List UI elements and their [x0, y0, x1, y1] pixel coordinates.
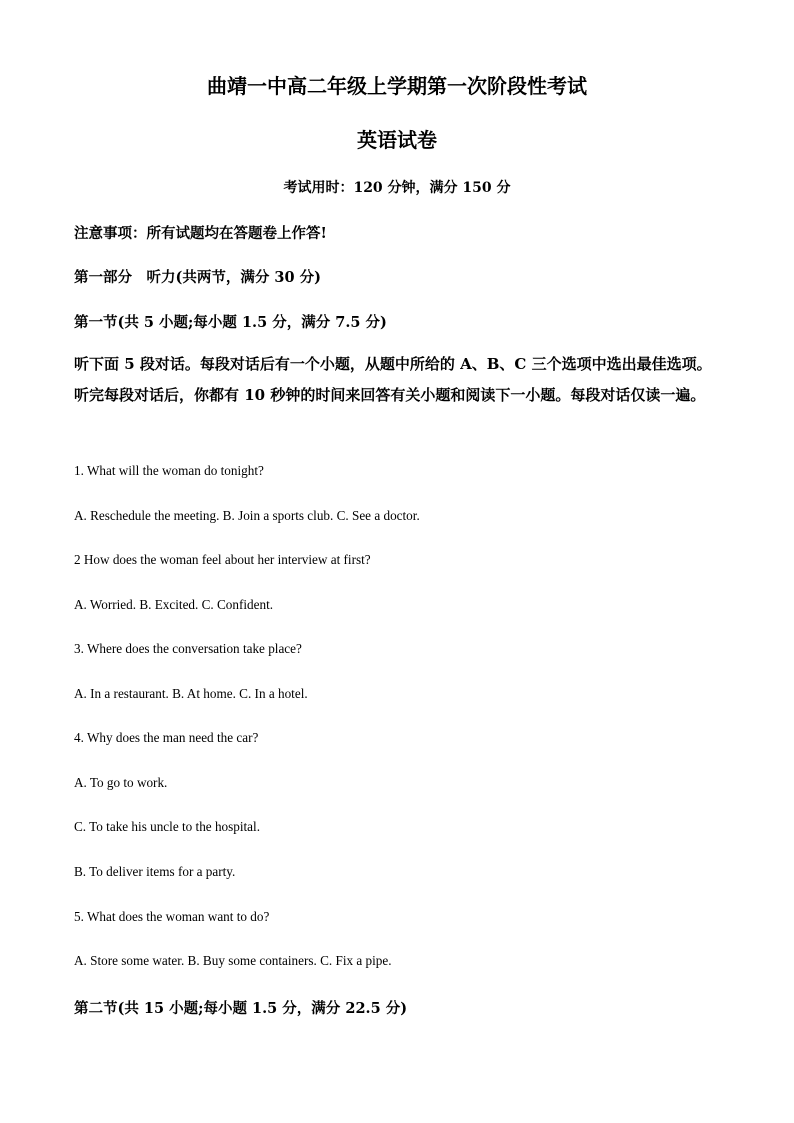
exam-title: 曲靖一中高二年级上学期第一次阶段性考试: [207, 74, 587, 98]
question-stem: 1. What will the woman do tonight?: [74, 463, 264, 478]
question-option: A. To go to work.: [74, 775, 168, 790]
exam-info: 考试用时：120 分钟，满分 150 分: [283, 180, 511, 196]
section-instructions: 听下面 5 段对话。每段对话后有一个小题，从题中所给的 A、B、C 三个选项中选出最佳选项。听完每段对话后，你都有 10 秒钟的时间来回答有关小题和阅读下一小题。每段对话仅读一遍。: [74, 355, 712, 404]
question-options: A. Store some water. B. Buy some containers. C. Fix a pipe.: [74, 953, 392, 968]
question-stem: 5. What does the woman want to do?: [74, 909, 270, 924]
subject-title: 英语试卷: [357, 128, 437, 152]
section-heading: 第一节(共 5 小题;每小题 1.5 分，满分 7.5 分): [74, 314, 387, 331]
question-stem: 2 How does the woman feel about her interview at first?: [74, 552, 371, 567]
question-options: A. In a restaurant. B. At home. C. In a hotel.: [74, 686, 308, 701]
part-heading: 第一部分 听力(共两节，满分 30 分): [74, 269, 321, 286]
section-heading: 第二节(共 15 小题;每小题 1.5 分，满分 22.5 分): [74, 1000, 408, 1017]
question-options: A. Reschedule the meeting. B. Join a sports club. C. See a doctor.: [74, 508, 420, 523]
question-options: A. Worried. B. Excited. C. Confident.: [74, 597, 274, 612]
question-option: B. To deliver items for a party.: [74, 864, 236, 879]
question-stem: 3. Where does the conversation take place?: [74, 641, 302, 656]
question-option: C. To take his uncle to the hospital.: [74, 819, 260, 834]
notice: 注意事项：所有试题均在答题卷上作答!: [74, 225, 327, 242]
question-stem: 4. Why does the man need the car?: [74, 730, 259, 745]
